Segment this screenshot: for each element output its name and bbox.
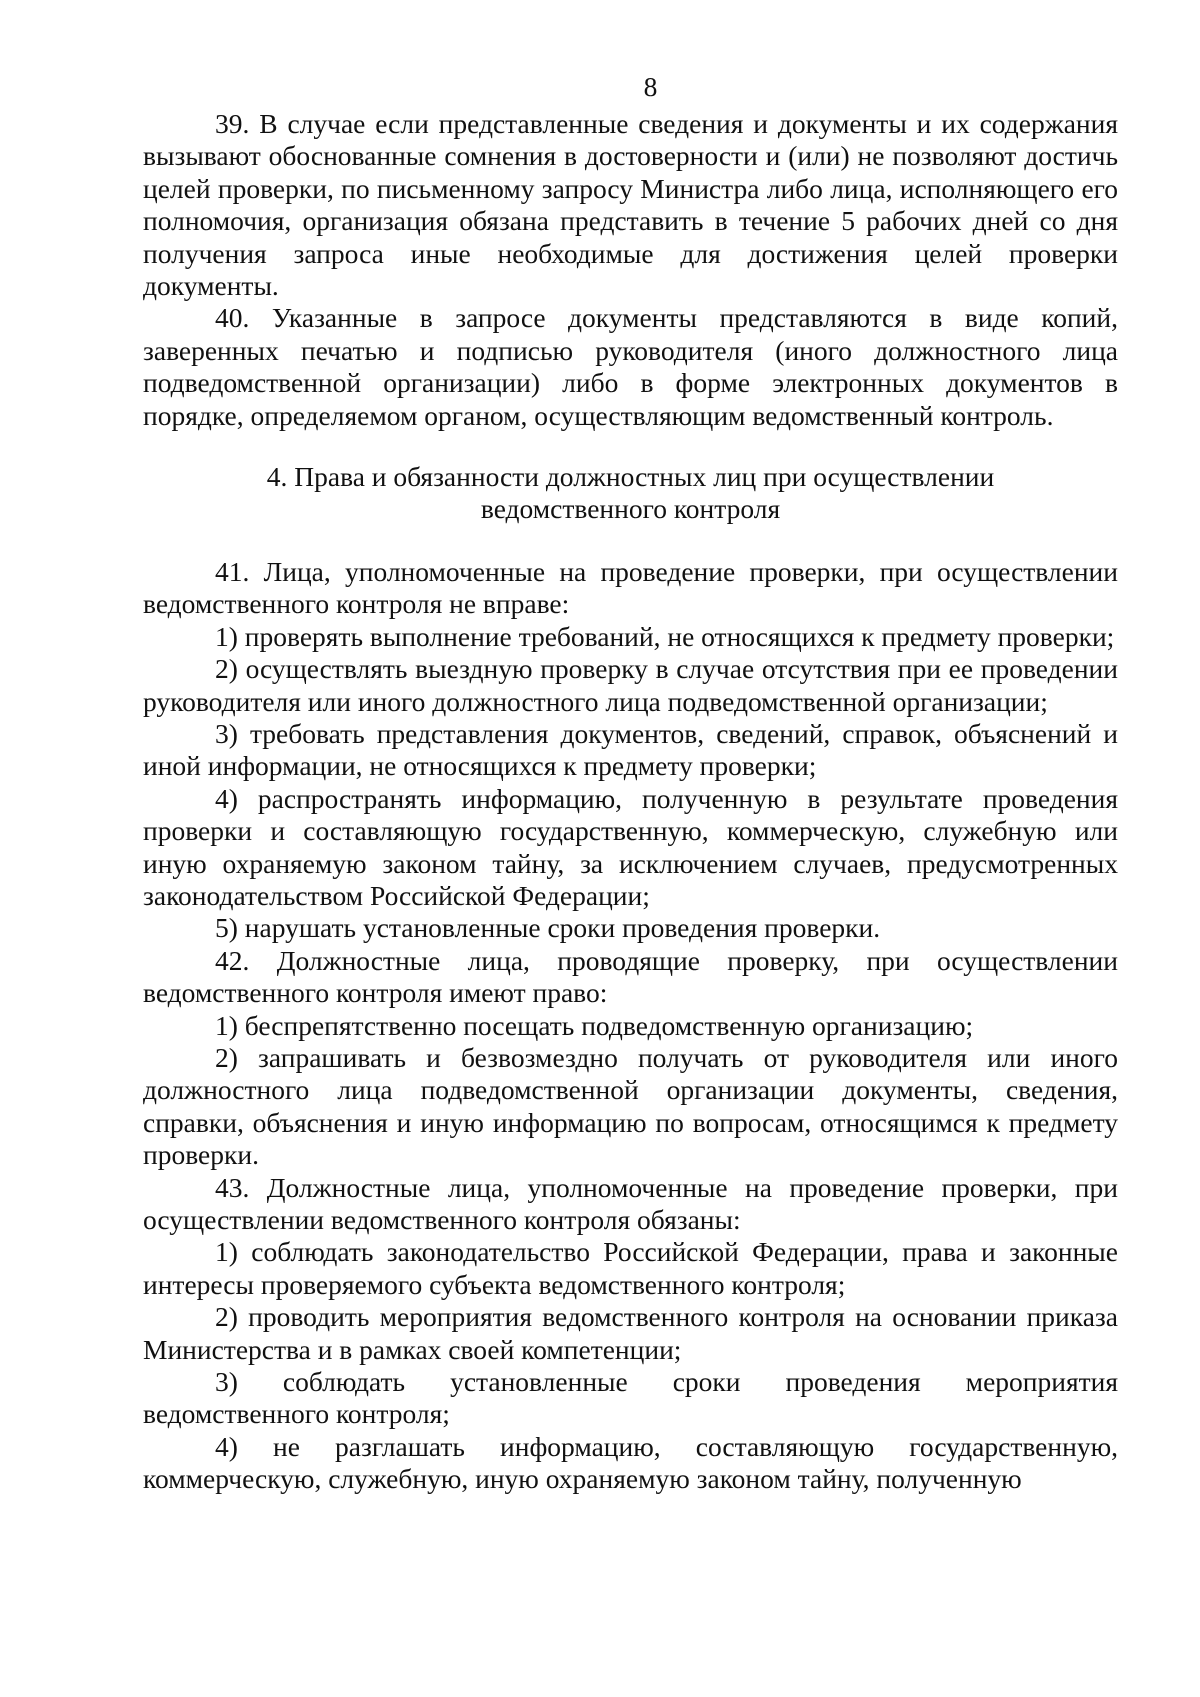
section-heading [143, 461, 1118, 526]
paragraph-43-item-2: 2) проводить мероприятия ведомственного контроля на основании приказа Министерства и в рамках своей компетенции; [143, 1301, 1118, 1365]
paragraph-41: 41. Лица, уполномоченные на проведение проверки, при осуществлении ведомственного контроля не вправе: [143, 555, 1118, 620]
section-heading-line-2: ведомственного контроля [480, 493, 781, 525]
paragraph-39: 39. В случае если представленные сведения и документы и их содержания вызывают обоснованные сомнения в достоверности и (или) не позволяют достичь целей проверки, по письменному запросу Министра либо лица, исполняющего его полномочия, организация обязана представить в течение 5 рабочих дней со дня получения запроса иные необходимые для достижения целей проверки документы. [143, 108, 1118, 302]
paragraph-43: 43. Должностные лица, уполномоченные на проведение проверки, при осуществлении ведомственного контроля обязаны: [143, 1171, 1118, 1235]
paragraph-41-item-1: 1) проверять выполнение требований, не относящихся к предмету проверки; [215, 620, 1115, 652]
paragraph-41-item-3: 3) требовать представления документов, сведений, справок, объяснений и иной информации, не относящихся к предмету проверки; [143, 717, 1118, 782]
paragraph-41-item-5: 5) нарушать установленные сроки проведения проверки. [215, 912, 881, 944]
paragraph-43-item-4: 4) не разглашать информацию, составляющую государственную, коммерческую, служебную, иную охраняемую законом тайну, полученную [143, 1430, 1118, 1495]
paragraph-42: 42. Должностные лица, проводящие проверку, при осуществлении ведомственного контроля имеют право: [143, 944, 1118, 1009]
paragraph-42-item-2: 2) запрашивать и безвозмездно получать от руководителя или иного должностного лица подведомственной организации документы, сведения, справки, объяснения и иную информацию по вопросам, относящимся к предмету проверки. [143, 1041, 1118, 1171]
paragraph-41-item-4: 4) распространять информацию, полученную в результате проведения проверки и составляющую государственную, коммерческую, служебную или иную охраняемую законом тайну, за исключением случаев, предусмотренных законодательством Российской Федерации; [143, 782, 1118, 911]
document-page [143, 66, 1118, 1496]
page-number: 8 [643, 71, 658, 102]
paragraph-43-item-3: 3) соблюдать установленные сроки проведения мероприятия ведомственного контроля; [143, 1366, 1118, 1430]
section-heading-line-1: 4. Права и обязанности должностных лиц при осуществлении [266, 461, 995, 493]
paragraph-40: 40. Указанные в запросе документы представляются в виде копий, заверенных печатью и подписью руководителя (иного должностного лица подведомственной организации) либо в форме электронных документов в порядке, определяемом органом, осуществляющим ведомственный контроль. [143, 302, 1118, 431]
paragraph-43-item-1: 1) соблюдать законодательство Российской Федерации, права и законные интересы проверяемого субъекта ведомственного контроля; [143, 1236, 1118, 1300]
paragraph-41-item-2: 2) осуществлять выездную проверку в случае отсутствия при ее проведении руководителя или иного должностного лица подведомственной организации; [143, 653, 1118, 717]
paragraph-42-item-1: 1) беспрепятственно посещать подведомственную организацию; [215, 1009, 974, 1041]
